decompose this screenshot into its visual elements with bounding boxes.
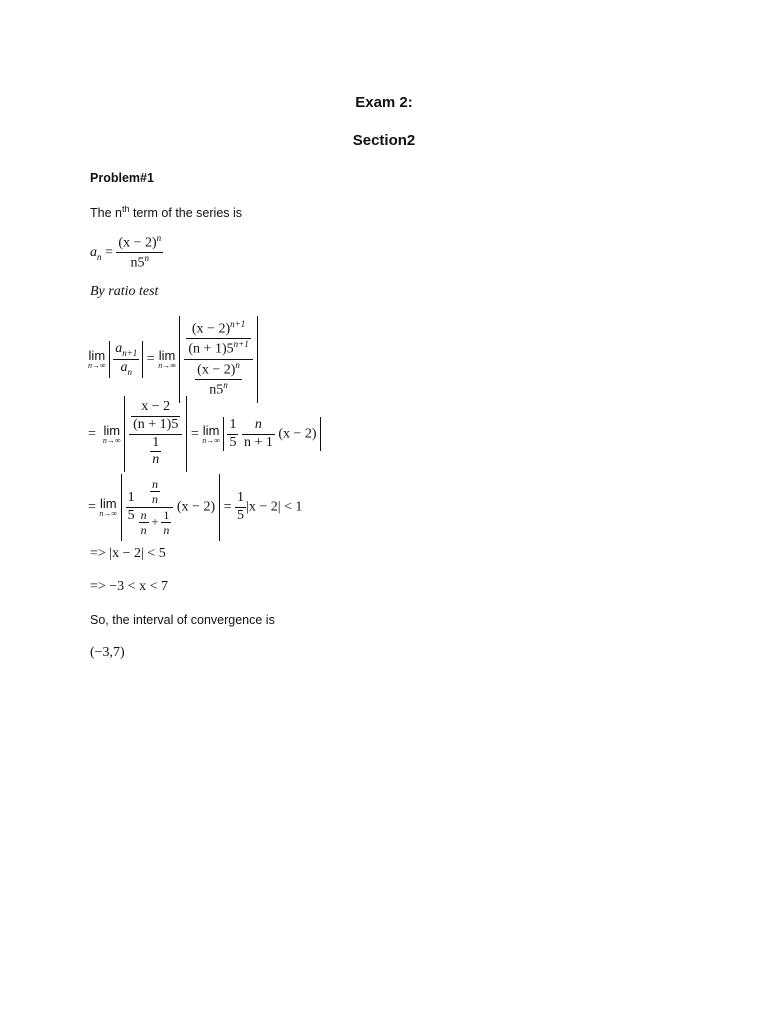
abs-step2-fraction: $\frac{\frac{x - 2}{(n + 1)5}}{\frac{1}{n}}$: [124, 396, 187, 472]
abs-ratio: $\frac{a_{n+1}}{a_n}$: [109, 341, 143, 377]
section-title: Section2: [352, 132, 416, 149]
an-den: n5: [130, 256, 145, 272]
nth-term-intro-b: term of the series is: [129, 206, 243, 221]
an-formula: $a_n$ = $\frac{(x - 2)^n}{n5^n}$: [90, 233, 162, 272]
lim-1: lim n→∞: [88, 347, 106, 370]
lim-2: lim n→∞: [158, 347, 176, 370]
interval-result: (−3,7): [90, 645, 125, 660]
an-lhs: a: [90, 245, 97, 261]
problem-label: Problem#1: [90, 171, 154, 185]
abs-step2-result: $\frac{1}{5}$ $\frac{n}{n + 1}$ (x − 2): [223, 417, 320, 452]
ratio-test-label: By ratio test: [90, 284, 159, 299]
range-line: => −3 < x < 7: [90, 579, 168, 594]
nth-term-intro-sup: th: [121, 204, 130, 214]
an-fraction: $\frac{(x - 2)^n}{n5^n}$: [118, 233, 162, 272]
step1-expression: lim n→∞ $\frac{a_{n+1}}{a_n}$ = lim n→∞ $\frac{\frac{(x - 2)^{n+1}}{(n + 1)5^{n+1}}}{\frac{(x - 2)^n}{n5^n}}$: [88, 316, 258, 403]
abs-big-fraction: $\frac{\frac{(x - 2)^{n+1}}{(n + 1)5^{n+1}}}{\frac{(x - 2)^n}{n5^n}}$: [179, 316, 257, 403]
exam-title: Exam 2:: [355, 94, 413, 111]
conclusion-text: So, the interval of convergence is: [90, 613, 275, 627]
nth-term-intro-a: The n: [90, 206, 122, 221]
nth-term-intro: [90, 204, 242, 220]
an-num: (x − 2): [118, 235, 157, 251]
step3-expression: = lim n→∞ $\frac{1}{5}$ $\frac{n}{n}$ $\frac{n}{n}$ + $\frac{1}{n}$ (x − 2) = $\frac{1}{5}$ |x − 2| < 1: [88, 474, 302, 541]
step2-expression: = lim n→∞ $\frac{\frac{x - 2}{(n + 1)5}}{\frac{1}{n}}$ = lim n→∞ $\frac{1}{5}$ $\frac{n}{n + 1}$ (x − 2): [88, 396, 321, 472]
abs-inequality-line: => |x − 2| < 5: [90, 546, 166, 561]
abs-step3: $\frac{1}{5}$ $\frac{n}{n}$ $\frac{n}{n}$ + $\frac{1}{n}$ (x − 2): [121, 474, 221, 541]
